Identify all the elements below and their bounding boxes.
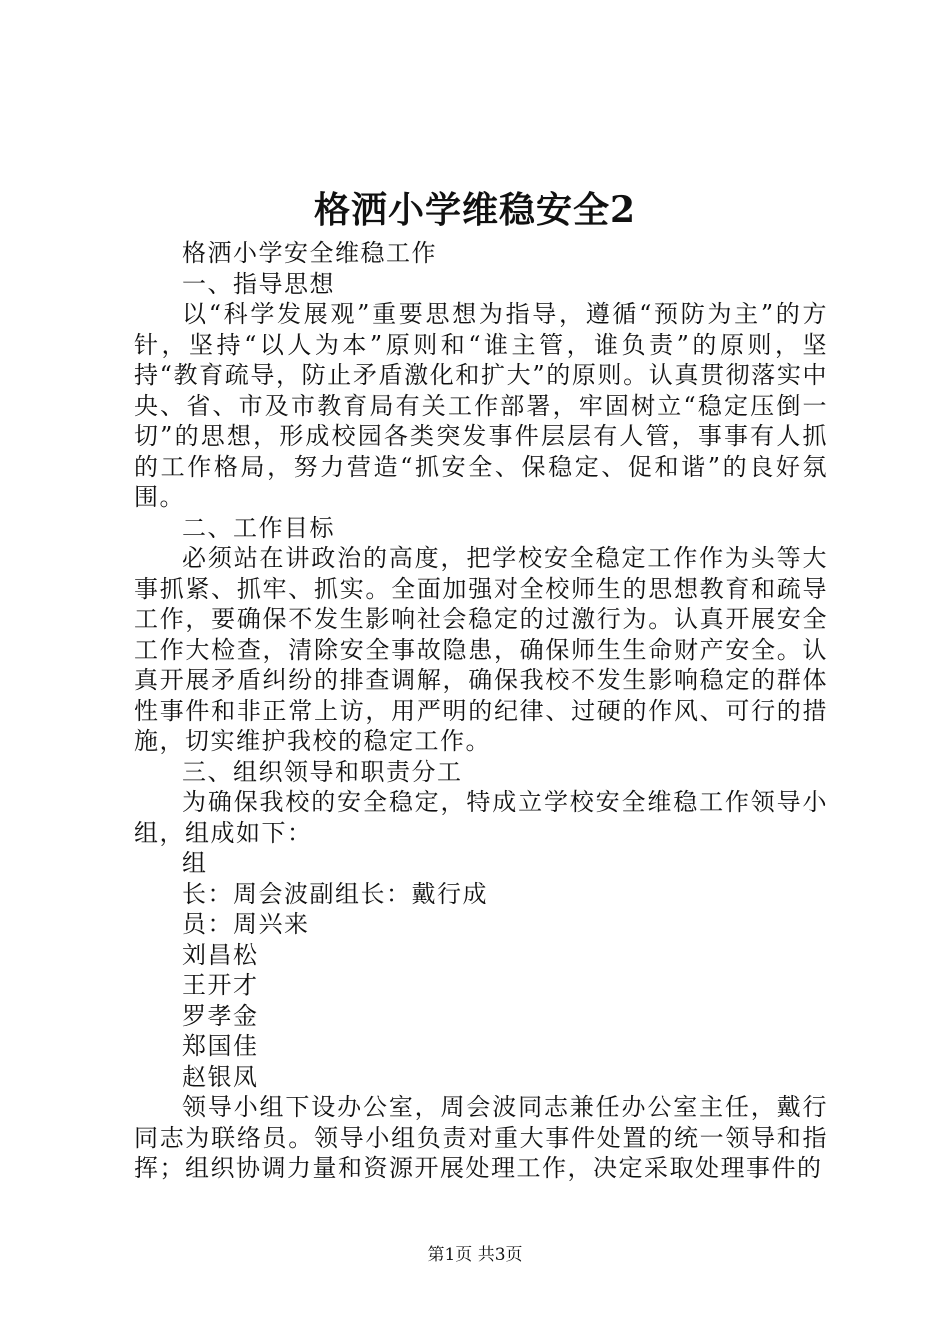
paragraph: 以“科学发展观”重要思想为指导，遵循“预防为主”的方针，坚持“以人为本”原则和“谁主管，谁负责”的原则，坚持“教育疏导，防止矛盾激化和扩大”的原则。认真贯彻落实中央、省、市及市教育局有关工作部署，牢固树立“稳定压倒一切”的思想，形成校园各类突发事件层层有人管，事事有人抓的工作格局，努力营造“抓安全、保稳定、促和谐”的良好氛围。 <box>134 300 828 511</box>
list-item: 刘昌松 <box>182 940 259 969</box>
page-footer: 第1页 共3页 <box>427 1245 523 1265</box>
section-heading-1: 一、指导思想 <box>182 269 335 298</box>
list-item: 郑国佳 <box>182 1032 259 1060</box>
section-heading-2: 二、工作目标 <box>182 513 335 542</box>
list-item: 赵银凤 <box>182 1062 259 1091</box>
list-item: 王开才 <box>182 971 259 999</box>
list-item: 长：周会波副组长：戴行成 <box>182 879 488 908</box>
paragraph: 必须站在讲政治的高度，把学校安全稳定工作作为头等大事抓紧、抓牢、抓实。全面加强对全校师生的思想教育和疏导工作，要确保不发生影响社会稳定的过激行为。认真开展安全工作大检查，清除安全事故隐患，确保师生生命财产安全。认真开展矛盾纠纷的排查调解，确保我校不发生影响稳定的群体性事件和非正常上访，用严明的纪律、过硬的作风、可行的措施，切实维护我校的稳定工作。 <box>134 544 828 755</box>
paragraph-heading: 格洒小学安全维稳工作 <box>182 239 437 267</box>
document-body <box>134 238 828 1184</box>
list-item: 罗孝金 <box>182 1001 259 1030</box>
list-item: 员：周兴来 <box>182 910 310 938</box>
list-item: 组 <box>182 849 208 877</box>
document-title: 格洒小学维稳安全2 <box>313 189 637 231</box>
paragraph: 为确保我校的安全稳定，特成立学校安全维稳工作领导小组，组成如下： <box>134 788 828 847</box>
paragraph: 领导小组下设办公室，周会波同志兼任办公室主任，戴行同志为联络员。领导小组负责对重大事件处置的统一领导和指挥；组织协调力量和资源开展处理工作，决定采取处理事件的 <box>134 1093 828 1182</box>
section-heading-3: 三、组织领导和职责分工 <box>182 757 463 786</box>
